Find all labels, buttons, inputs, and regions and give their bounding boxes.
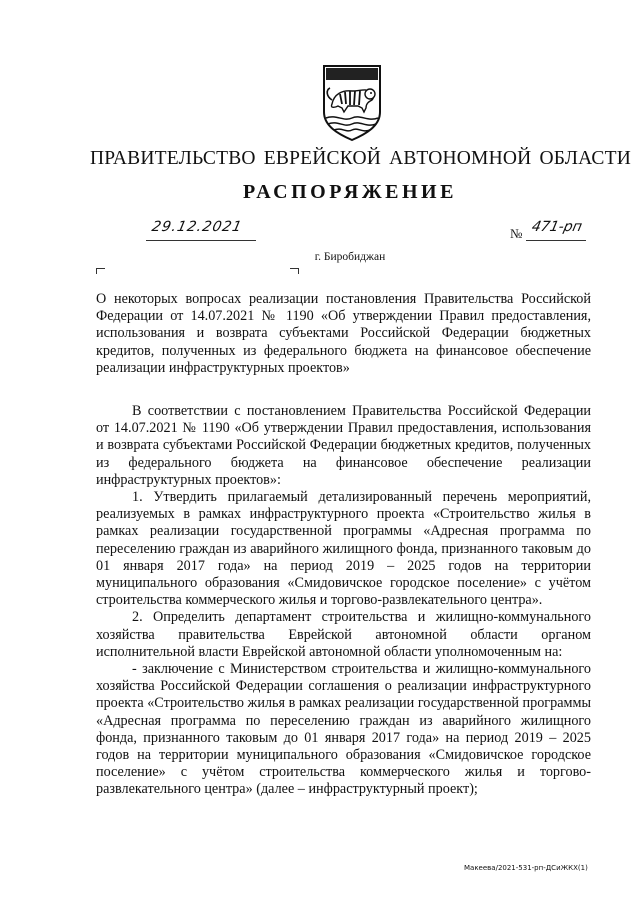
organization-name: ПРАВИТЕЛЬСТВО ЕВРЕЙСКОЙ АВТОНОМНОЙ ОБЛАСТИ — [90, 148, 632, 169]
coat-of-arms-icon — [318, 60, 386, 142]
corner-mark-right — [290, 268, 299, 274]
document-subject: О некоторых вопросах реализации постановления Правительства Российской Федерации от 14.07.2021 № 1190 «Об утверждении Правил предоставления, использования и возврата субъектами Российской Федерации бюджетных кредитов, полученных из федерального бюджета на финансовое обеспечение реализации инфраструктурных проектов» — [96, 291, 591, 376]
document-number: 471-рп — [530, 219, 584, 235]
item-2-bullet-paragraph: - заключение с Министерством строительства и жилищно-коммунального хозяйства Российской Федерации соглашения о реализации инфраструктурного проекта «Строительство жилья в рамках реализации государственной программы «Адресная программа по переселению граждан из аварийного жилищного фонда, признанного таковым до 01 января 2017 года» на период 2019 – 2025 годов на территории муниципального образования «Смидовичское городское поселение» с учётом строительства коммерческого жилья и торгово-развлекательного центра» (далее – инфраструктурный проект); — [96, 661, 591, 798]
item-1-paragraph: 1. Утвердить прилагаемый детализированный перечень мероприятий, реализуемых в рамках инфраструктурного проекта «Строительство жилья в рамках реализации государственной программы «Адресная программа по переселению граждан из аварийного жилищного фонда, признанного таковым до 01 января 2017 года» на период 2019 – 2025 годов на территории муниципального образования «Смидовичское городское поселение» с учётом строительства коммерческого жилья и торгово-развлекательного центра». — [96, 489, 591, 609]
city: г. Биробиджан — [314, 251, 386, 263]
item-2-paragraph: 2. Определить департамент строительства и жилищно-коммунального хозяйства правительства Еврейской автономной области органом исполнительной власти Еврейской автономной области уполномоченным на: — [96, 609, 591, 660]
corner-mark-left — [96, 268, 105, 274]
footer-code: Макеева/2021-531-рп-ДСиЖКХ(1) — [464, 864, 588, 872]
document-type: РАСПОРЯЖЕНИЕ — [243, 181, 457, 203]
number-label: № — [510, 226, 523, 241]
document-date: 29.12.2021 — [150, 219, 244, 235]
document-body — [96, 403, 591, 799]
preamble-paragraph: В соответствии с постановлением Правительства Российской Федерации от 14.07.2021 № 1190 «Об утверждении Правил предоставления, использования и возврата субъектами Российской Федерации бюджетных кредитов, полученных из федерального бюджета на финансовое обеспечение реализации инфраструктурных проектов»: — [96, 403, 591, 488]
